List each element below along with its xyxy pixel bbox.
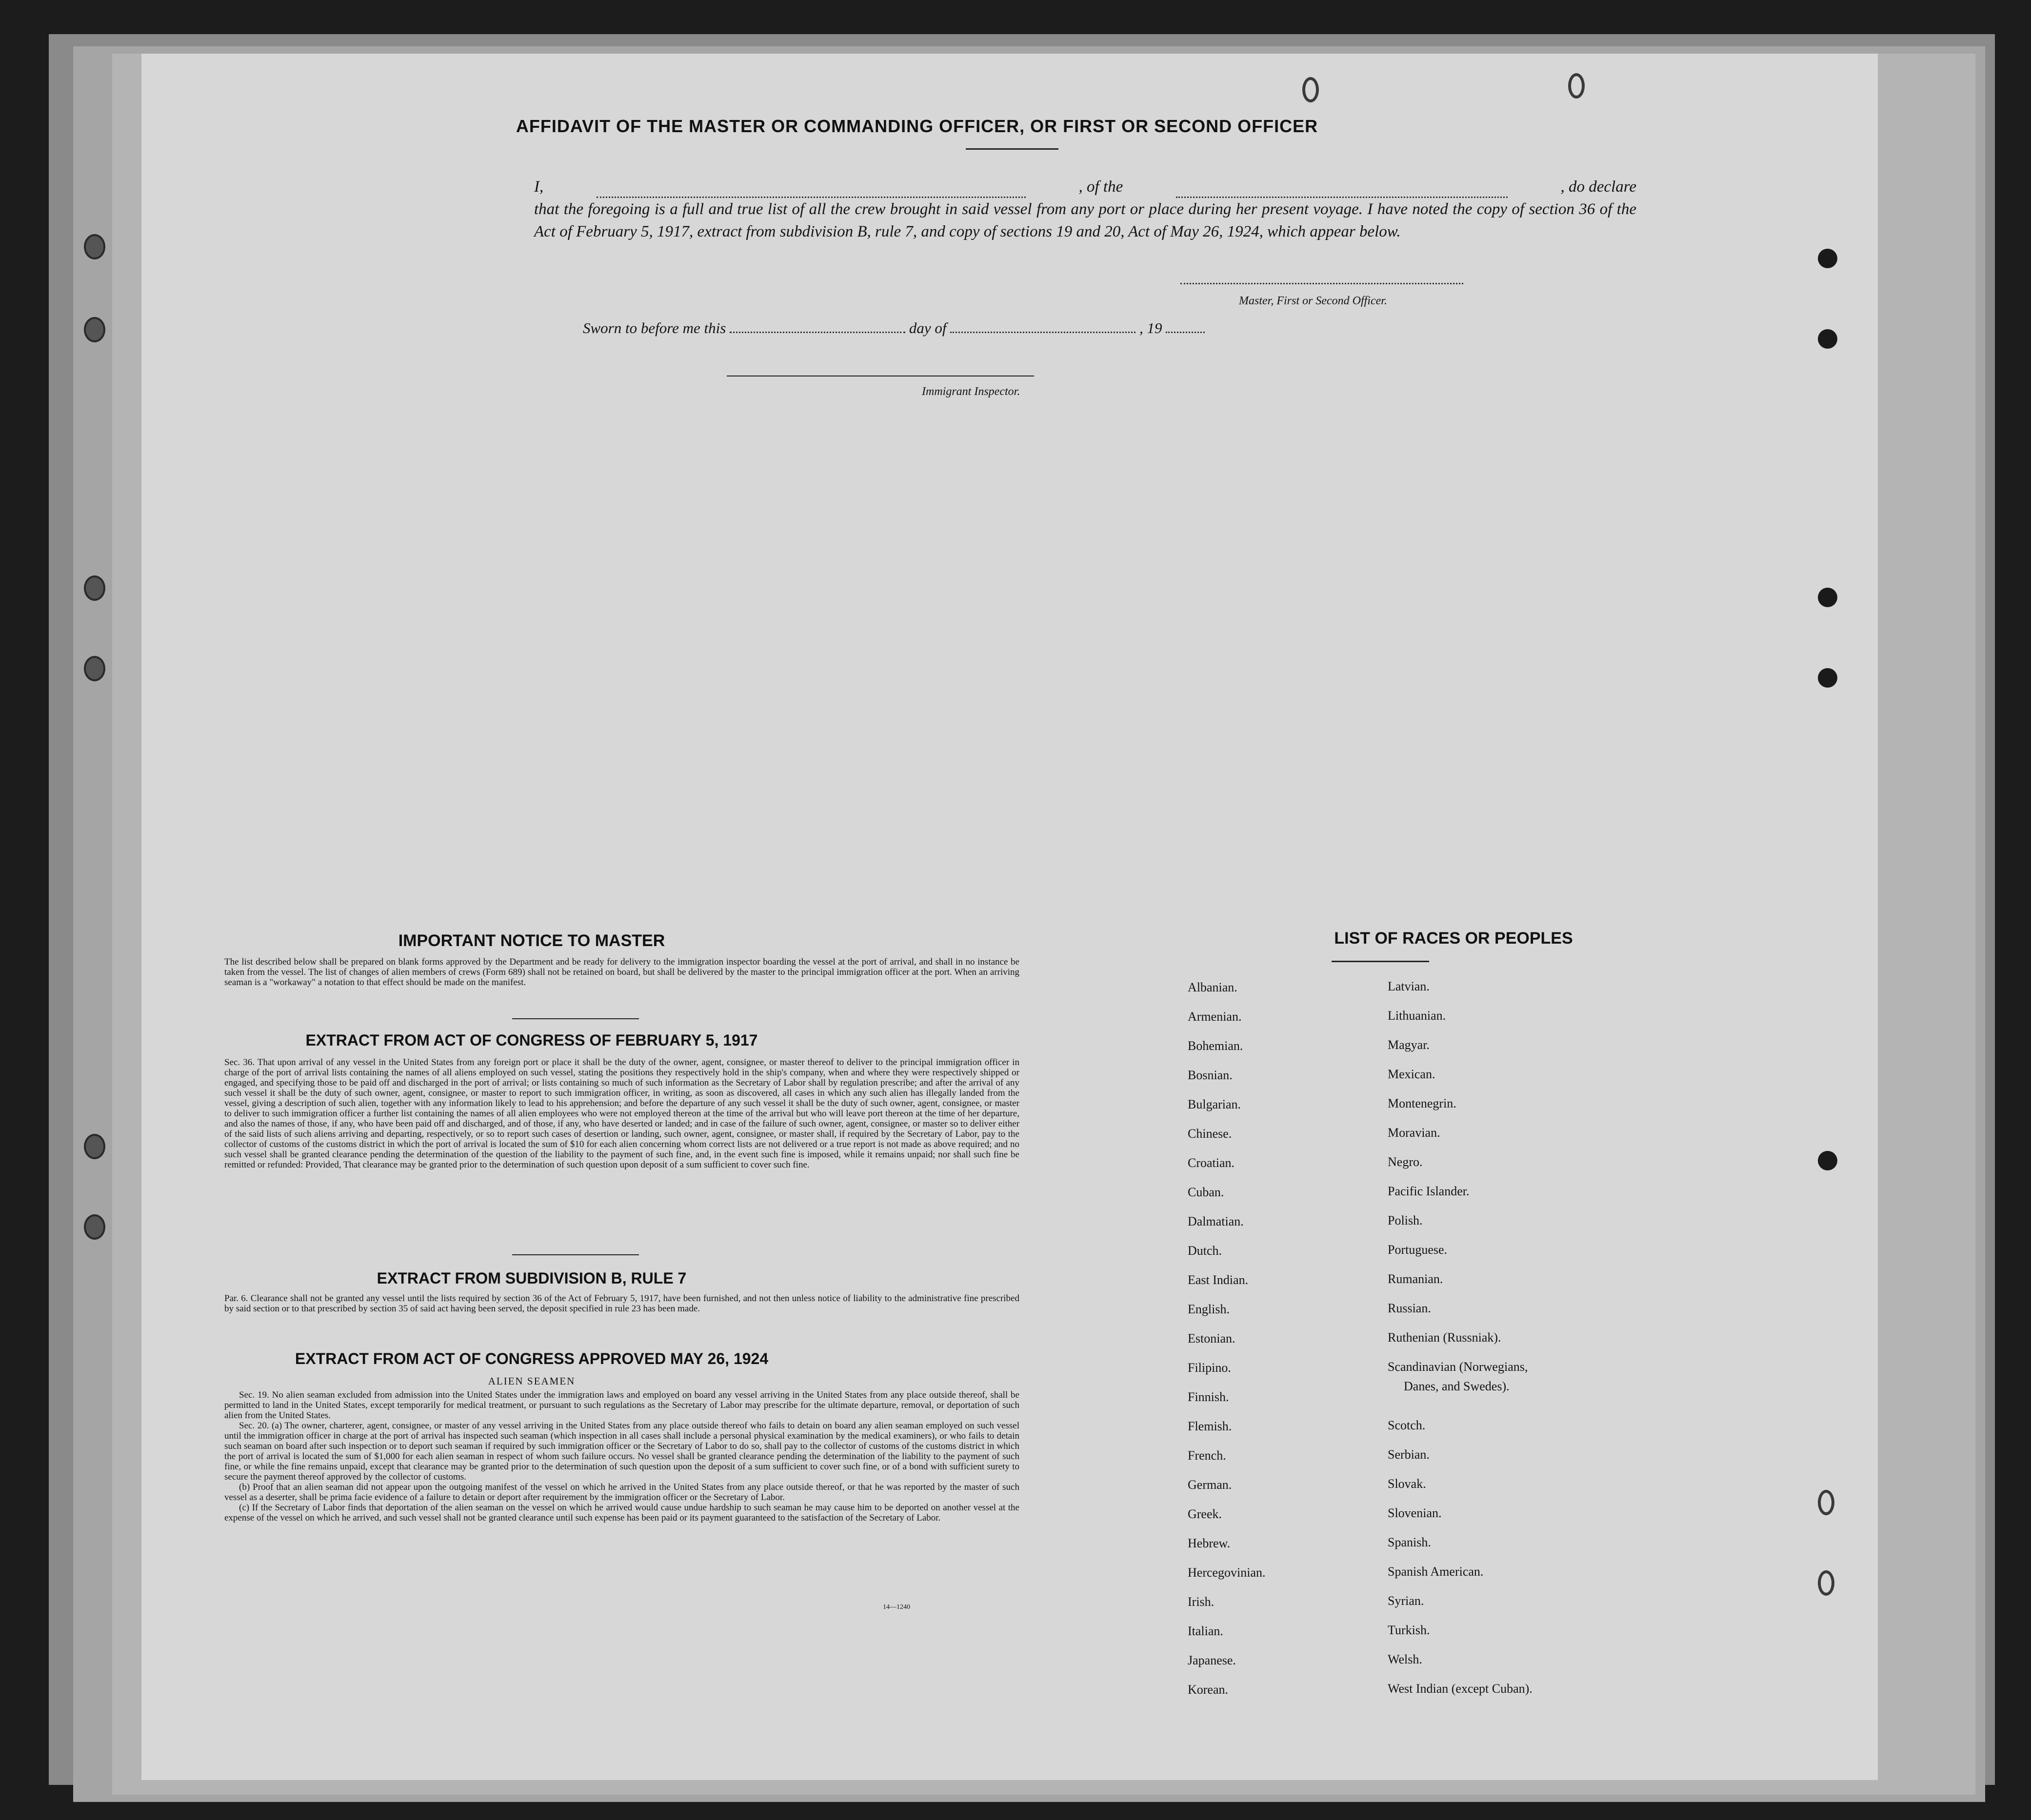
notice-title: IMPORTANT NOTICE TO MASTER xyxy=(398,931,665,950)
extract-1924-subtitle: ALIEN SEAMEN xyxy=(488,1375,576,1387)
race-item: Welsh. xyxy=(1388,1652,1422,1666)
divider xyxy=(966,148,1058,150)
divider xyxy=(1332,961,1429,962)
race-item: Montenegrin. xyxy=(1388,1096,1456,1110)
race-item: Magyar. xyxy=(1388,1038,1430,1052)
race-item: Irish. xyxy=(1188,1595,1215,1609)
race-item: German. xyxy=(1188,1478,1232,1492)
divider xyxy=(512,1018,639,1019)
sec-20c-paragraph: (c) If the Secretary of Labor finds that deportation of the alien seaman on the vessel on which he arrived would cause undue hardship to such seaman he may cause him to be deported on another vessel at the expense of the vessel on which he arrived, and such vessel shall not be granted clearance until such expense has been paid or its payment guaranteed to the satisfaction of the Secretary of Labor. xyxy=(224,1503,1019,1523)
document-page xyxy=(141,54,1878,1780)
punch-hole-ring xyxy=(1302,77,1319,102)
sec-20a-paragraph: Sec. 20. (a) The owner, charterer, agent, consignee, or master of any vessel arriving in the United States from any place outside thereof who fails to detain on board any alien seaman employed on such vessel until the immigration officer in charge at the port of arrival has inspected such seaman (which inspection in all cases shall include a personal physical examination by the medical examiners), or who fails to detain such seaman on board after such inspection or to deport such seaman if required by such immigration officer or the Secretary of Labor to do so, shall pay to the collector of customs of the customs district in which the port of arrival is located the sum of $1,000 for each alien seaman in respect of whom such failure occurs. No vessel shall be granted clearance pending the determination of the liability to the payment of such fine, or while the fine remains unpaid, except that clearance may be granted prior to the determination of such question upon the deposit of a sum sufficient to cover such fine, or of a bond with sufficient surety to secure the payment thereof approved by the collector of customs. xyxy=(224,1421,1019,1482)
race-item: Dutch. xyxy=(1188,1244,1222,1258)
year-label: , 19 xyxy=(1139,319,1162,336)
race-item: Slovak. xyxy=(1388,1477,1426,1491)
binder-hole xyxy=(84,575,105,601)
day-of-label: day of xyxy=(909,319,947,336)
race-item: Croatian. xyxy=(1188,1156,1235,1170)
punch-hole xyxy=(1818,249,1837,268)
punch-hole-ring xyxy=(1568,73,1585,99)
race-item: Turkish. xyxy=(1388,1623,1430,1637)
race-item: Mexican. xyxy=(1388,1067,1435,1081)
race-item: Slovenian. xyxy=(1388,1506,1442,1520)
sworn-line xyxy=(583,319,1205,337)
sec-20b-paragraph: (b) Proof that an alien seaman did not appear upon the outgoing manifest of the vessel on which he arrived in the United States from any place outside thereof, or that he was reported by the master of such vessel as a deserter, shall be prima facie evidence of a failure to detain or deport after requirement by the immigration officer or the Secretary of Labor. xyxy=(224,1482,1019,1503)
binder-hole xyxy=(84,1214,105,1240)
race-item: Albanian. xyxy=(1188,980,1237,994)
extract-1924-text xyxy=(224,1390,1019,1523)
extract-rule7-text: Par. 6. Clearance shall not be granted any vessel until the lists required by section 36 of the Act of February 5, 1917, have been furnished, and not then unless notice of liability to the administrative fine prescribed by said section or to that prescribed by section 35 of said act having been served, the deposit specified in rule 23 has been made. xyxy=(224,1293,1019,1314)
affidavit-title: AFFIDAVIT OF THE MASTER OR COMMANDING OFFICER, OR FIRST OR SECOND OFFICER xyxy=(516,116,1318,136)
race-item: Scotch. xyxy=(1388,1418,1426,1432)
affidavit-body xyxy=(534,176,1636,243)
race-item: English. xyxy=(1188,1302,1230,1316)
race-item: Portuguese. xyxy=(1388,1243,1448,1257)
sworn-year-blank[interactable] xyxy=(1166,332,1205,333)
race-item: Armenian. xyxy=(1188,1009,1242,1024)
binder-hole xyxy=(84,656,105,681)
signature-line[interactable] xyxy=(1180,283,1463,284)
race-item: Dalmatian. xyxy=(1188,1214,1244,1228)
race-item: Estonian. xyxy=(1188,1331,1235,1345)
race-item: Hercegovinian. xyxy=(1188,1565,1266,1580)
race-item: Moravian. xyxy=(1388,1126,1440,1140)
signature-label: Master, First or Second Officer. xyxy=(1239,295,1387,307)
binder-hole xyxy=(84,234,105,259)
affidavit-paragraph: that the foregoing is a full and true list of all the crew brought in said vessel from any port or place during her present voyage. I have noted the copy of section 36 of the Act of February 5, 1917, extract from subdivision B, rule 7, and copy of sections 19 and 20, Act of May 26, 1924, which appear below. xyxy=(534,200,1636,240)
race-item: Syrian. xyxy=(1388,1594,1424,1608)
race-item: Ruthenian (Russniak). xyxy=(1388,1330,1501,1345)
divider xyxy=(512,1254,639,1255)
races-title: LIST OF RACES OR PEOPLES xyxy=(1334,929,1573,948)
race-item: Negro. xyxy=(1388,1155,1423,1169)
punch-hole-ring xyxy=(1818,1570,1834,1596)
race-item: Latvian. xyxy=(1388,979,1430,993)
race-item: Russian. xyxy=(1388,1301,1431,1315)
extract-1917-title: EXTRACT FROM ACT OF CONGRESS OF FEBRUARY 5, 1917 xyxy=(305,1031,758,1049)
notice-text: The list described below shall be prepared on blank forms approved by the Department and be ready for delivery to the immigration inspector boarding the vessel at the port of arrival, and shall in no instance be taken from the vessel. The list of changes of alien members of crews (Form 689) shall not be retained on board, but shall be delivered by the master to the principal immigration officer at the port. When an arriving seaman is a "workaway" a notation to that effect should be made on the manifest. xyxy=(224,957,1019,988)
inspector-label: Immigrant Inspector. xyxy=(922,385,1020,398)
race-item: West Indian (except Cuban). xyxy=(1388,1682,1533,1696)
race-item: Lithuanian. xyxy=(1388,1009,1446,1023)
sworn-month-blank[interactable] xyxy=(950,332,1135,333)
race-item: Danes, and Swedes). xyxy=(1404,1379,1510,1393)
punch-hole-ring xyxy=(1818,1490,1834,1515)
sec-19-paragraph: Sec. 19. No alien seaman excluded from admission into the United States under the immigration laws and employed on board any vessel arriving in the United States from any place outside thereof, shall be permitted to land in the United States, except temporarily for medical treatment, or pursuant to such regulations as the Secretary of Labor may prescribe for the ultimate departure, removal, or deportation of such alien from the United States. xyxy=(224,1390,1019,1421)
race-item: Serbian. xyxy=(1388,1447,1430,1462)
race-item: Filipino. xyxy=(1188,1361,1231,1375)
extract-rule7-title: EXTRACT FROM SUBDIVISION B, RULE 7 xyxy=(377,1269,687,1287)
race-item: Spanish American. xyxy=(1388,1564,1484,1579)
race-item: Rumanian. xyxy=(1388,1272,1443,1286)
race-item: Chinese. xyxy=(1188,1127,1232,1141)
binder-hole xyxy=(84,317,105,342)
extract-1917-text: Sec. 36. That upon arrival of any vessel in the United States from any foreign port or place it shall be the duty of the owner, agent, consignee, or master thereof to deliver to the principal immigration officer in charge of the port of arrival lists containing the names of all aliens employed on such vessel, stating the positions they respectively hold in the ship's company, when and where they were respectively shipped or engaged, and specifying those to be paid off and discharged in the port of arrival; or lists containing so much of such information as the Secretary of Labor shall by regulation prescribe; and after the arrival of any such vessel it shall be the duty of such owner, agent, consignee, or master to report to such immigration officer, in writing, as soon as discovered, all cases in which any such alien has illegally landed from the vessel, giving a description of such alien, together with any information likely to lead to his apprehension; and before the departure of any such vessel it shall be the duty of such owner, agent, consignee, or master to deliver to such immigration officer a further list containing the names of all alien employees who were not employed thereon at the time of the arrival but who will leave port thereon at the time of her departure, and also the names of those, if any, who have been paid off and discharged, and of those, if any, who have deserted or landed; and in case of the failure of such owner, agent, consignee, or master so to deliver either of the said lists of such aliens arriving and departing, respectively, or so to report such cases of desertion or landing, such owner, agent, consignee, or master shall, if required by the Secretary of Labor, pay to the collector of customs of the customs district in which the port of arrival is located the sum of $10 for each alien concerning whom correct lists are not delivered or a true report is not made as above required; and no such vessel shall be granted clearance pending the determination of the question of the liability to the payment of such fine, and, in the event such fine is imposed, while it remains unpaid; nor shall such fine be remitted or refunded: Provided, That clearance may be granted prior to the determination of such question upon deposit of a sum sufficient to cover such fine. xyxy=(224,1057,1019,1170)
race-item: Bosnian. xyxy=(1188,1068,1233,1082)
race-item: Bohemian. xyxy=(1188,1039,1243,1053)
race-item: Scandinavian (Norwegians, xyxy=(1388,1360,1528,1374)
race-item: Pacific Islander. xyxy=(1388,1184,1470,1198)
race-item: Polish. xyxy=(1388,1213,1423,1227)
declaration-declare-label: , do declare xyxy=(1560,178,1636,196)
race-item: Italian. xyxy=(1188,1624,1223,1638)
punch-hole xyxy=(1818,1151,1837,1170)
race-item: Japanese. xyxy=(1188,1653,1236,1667)
declaration-i-label: I, xyxy=(534,178,544,196)
race-item: Cuban. xyxy=(1188,1185,1224,1199)
race-item: Greek. xyxy=(1188,1507,1222,1521)
sworn-label: Sworn to before me this xyxy=(583,319,726,336)
race-item: Flemish. xyxy=(1188,1419,1232,1433)
extract-1924-title: EXTRACT FROM ACT OF CONGRESS APPROVED MAY 26, 1924 xyxy=(295,1350,769,1367)
race-item: Korean. xyxy=(1188,1682,1229,1697)
declaration-of-label: , of the xyxy=(1078,178,1123,196)
race-item: Bulgarian. xyxy=(1188,1097,1241,1111)
race-item: East Indian. xyxy=(1188,1273,1249,1287)
race-item: Finnish. xyxy=(1188,1390,1229,1404)
race-item: Spanish. xyxy=(1388,1535,1431,1549)
binder-hole xyxy=(84,1134,105,1159)
race-item: Hebrew. xyxy=(1188,1536,1231,1550)
punch-hole xyxy=(1818,588,1837,607)
form-number: 14—1240 xyxy=(883,1603,910,1611)
punch-hole xyxy=(1818,668,1837,688)
punch-hole xyxy=(1818,329,1837,349)
race-item: French. xyxy=(1188,1448,1226,1463)
sworn-day-blank[interactable] xyxy=(730,332,905,333)
